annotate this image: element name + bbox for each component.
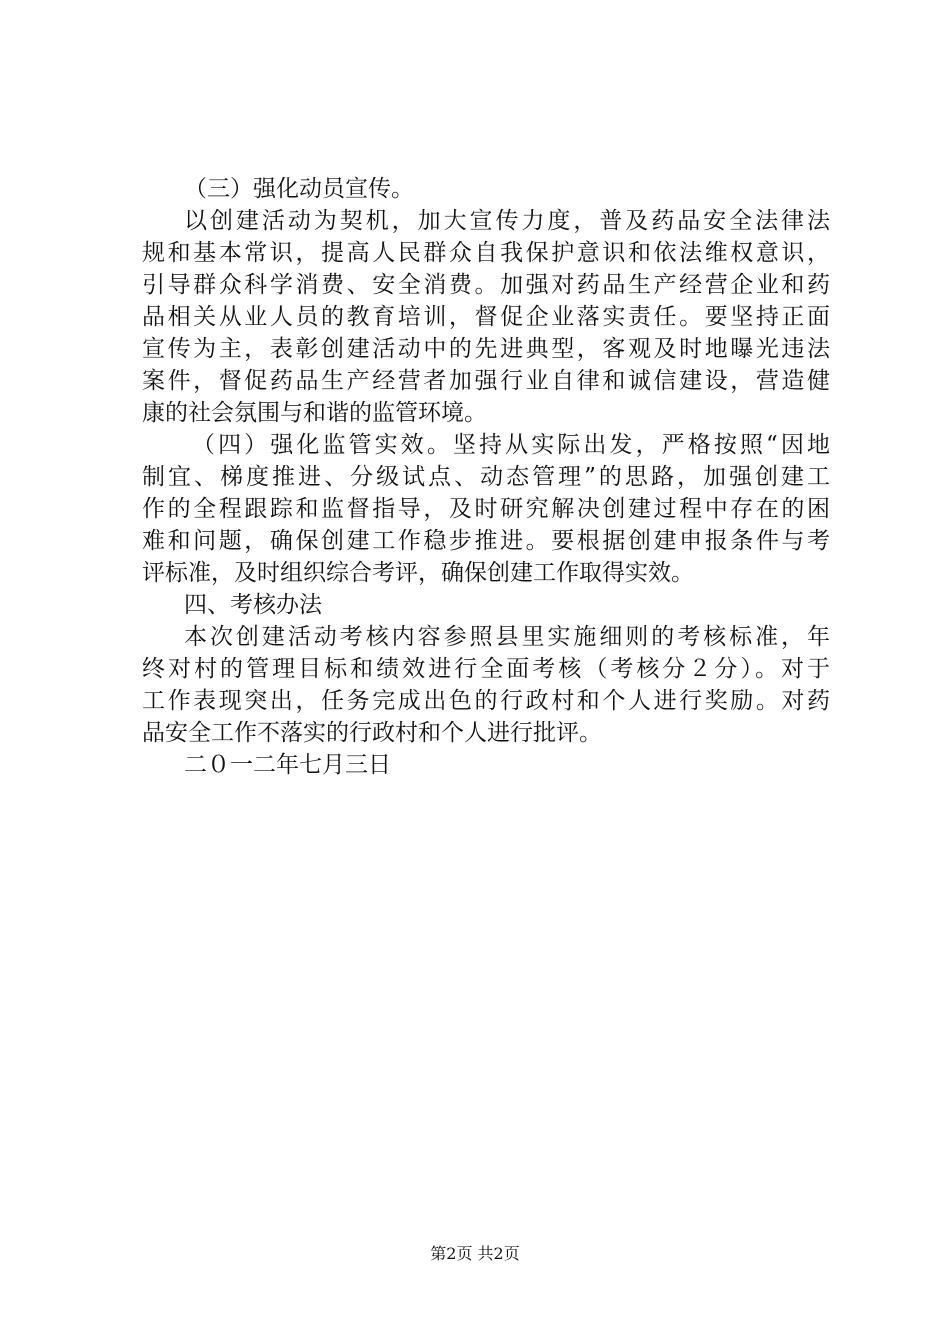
paragraph-line: 难和问题，确保创建工作稳步推进。要根据创建申报条件与考 [142,528,830,554]
paragraph-line: 终对村的管理目标和绩效进行全面考核（考核分２分）。对于 [142,656,830,682]
paragraph-line: 宣传为主，表彰创建活动中的先进典型，客观及时地曝光违法 [142,336,830,362]
paragraph-line: 本次创建活动考核内容参照县里实施细则的考核标准，年 [184,624,830,650]
paragraph-line: 工作表现突出，任务完成出色的行政村和个人进行奖励。对药 [142,688,830,714]
page-number-footer: 第2页 共2页 [430,1244,520,1263]
document-body [142,173,830,781]
paragraph-line: 品安全工作不落实的行政村和个人进行批评。 [142,720,602,746]
paragraph-line: 评标准，及时组织综合考评，确保创建工作取得实效。 [142,560,694,586]
section-heading-assessment: 四、考核办法 [184,592,322,618]
paragraph-line: 康的社会氛围与和谐的监管环境。 [142,400,487,426]
paragraph-line: 案件，督促药品生产经营者加强行业自律和诚信建设，营造健 [142,368,830,394]
section-heading-three: （三）强化动员宣传。 [184,176,414,202]
paragraph-line: 以创建活动为契机，加大宣传力度，普及药品安全法律法 [184,208,830,234]
section-heading-four: （四）强化监管实效。坚持从实际出发，严格按照“因地 [192,432,830,458]
paragraph-line: 引导群众科学消费、安全消费。加强对药品生产经营企业和药 [142,272,830,298]
paragraph-line: 作的全程跟踪和监督指导，及时研究解决创建过程中存在的困 [142,496,830,522]
paragraph-line: 规和基本常识，提高人民群众自我保护意识和依法维权意识， [142,240,830,266]
paragraph-line: 品相关从业人员的教育培训，督促企业落实责任。要坚持正面 [142,304,830,330]
paragraph-line: 制宜、梯度推进、分级试点、动态管理”的思路，加强创建工 [142,464,830,490]
document-date: 二０一二年七月三日 [184,752,391,778]
